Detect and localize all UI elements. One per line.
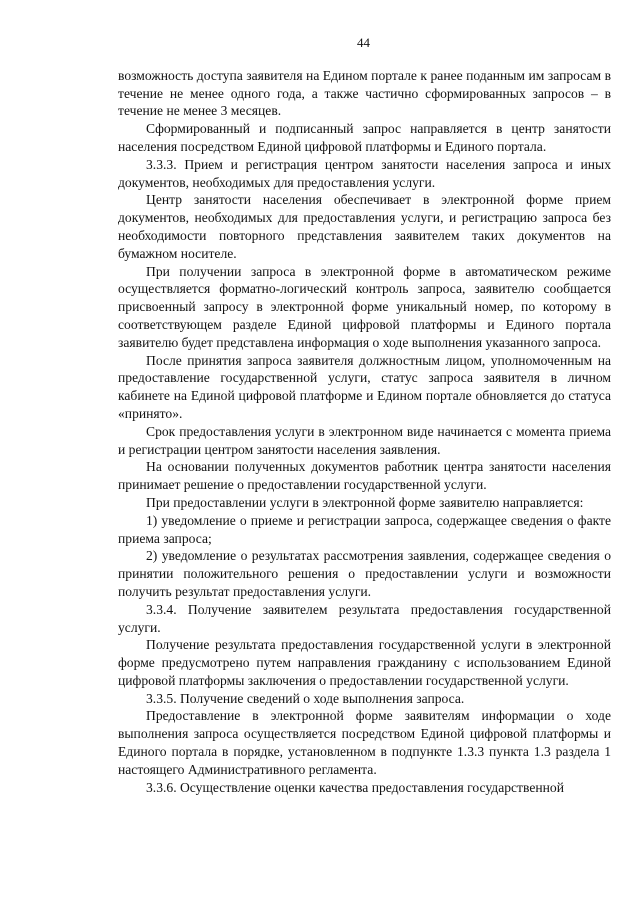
paragraph: Сформированный и подписанный запрос направляется в центр занятости населения посредством Единой цифровой платформы и Единого портала. (118, 121, 611, 154)
paragraph: При предоставлении услуги в электронной форме заявителю направляется: (146, 494, 584, 510)
list-item: 1) уведомление о приеме и регистрации запроса, содержащее сведения о факте приема запроса; (118, 512, 611, 546)
section-heading-3-3-3: 3.3.3. Прием и регистрация центром занятости населения запроса и иных документов, необходимых для предоставления услуги. (118, 156, 611, 190)
section-heading-3-3-4: 3.3.4. Получение заявителем результата предоставления государственной услуги. (118, 601, 611, 635)
paragraph: При получении запроса в электронной форме в автоматическом режиме осуществляется форматно-логический контроль запроса, заявителю сообщается присвоенный запросу в электронной форме уникальный номер, по которому в соответствующем разделе Единой цифровой платформы и Единого портала заявителю будет представлена информация о ходе выполнения указанного запроса. (118, 263, 611, 350)
page-number: 44 (357, 35, 370, 50)
paragraph: Центр занятости населения обеспечивает в электронной форме прием документов, необходимых для предоставления услуги, и регистрацию запроса без необходимости повторного представления заявителем таких документов на бумажном носителе. (118, 192, 611, 261)
document-page (118, 34, 611, 796)
paragraph: На основании полученных документов работник центра занятости населения принимает решение о предоставлении государственной услуги. (118, 459, 611, 493)
paragraph: После принятия запроса заявителя должностным лицом, уполномоченным на предоставление государственной услуги, статус запроса заявителя в личном кабинете на Единой цифровой платформе и Едином портале обновляется до статуса «принято». (118, 352, 611, 421)
paragraph-continuation: возможность доступа заявителя на Едином портале к ранее поданным им запросам в течение не менее одного года, а также частично сформированных запросов – в течение не менее 3 месяцев. (118, 67, 611, 119)
list-item: 2) уведомление о результатах рассмотрения заявления, содержащее сведения о принятии положительного решения о предоставлении услуги и возможности получить результат предоставления услуги. (118, 548, 611, 599)
paragraph: Срок предоставления услуги в электронном виде начинается с момента приема и регистрации центром занятости населения заявления. (118, 423, 611, 457)
paragraph: Получение результата предоставления государственной услуги в электронной форме предусмотрено путем направления гражданину с использованием Единой цифровой платформы заключения о предоставлении государственной услуги. (118, 637, 611, 688)
section-heading-3-3-6: 3.3.6. Осуществление оценки качества предоставления государственной (146, 779, 564, 795)
paragraph: Предоставление в электронной форме заявителям информации о ходе выполнения запроса осуществляется посредством Единой цифровой платформы и Единого портала в порядке, установленном в подпункте 1.3.3 пункта 1.3 раздела 1 настоящего Административного регламента. (118, 708, 611, 777)
section-heading-3-3-5: 3.3.5. Получение сведений о ходе выполнения запроса. (146, 690, 465, 706)
